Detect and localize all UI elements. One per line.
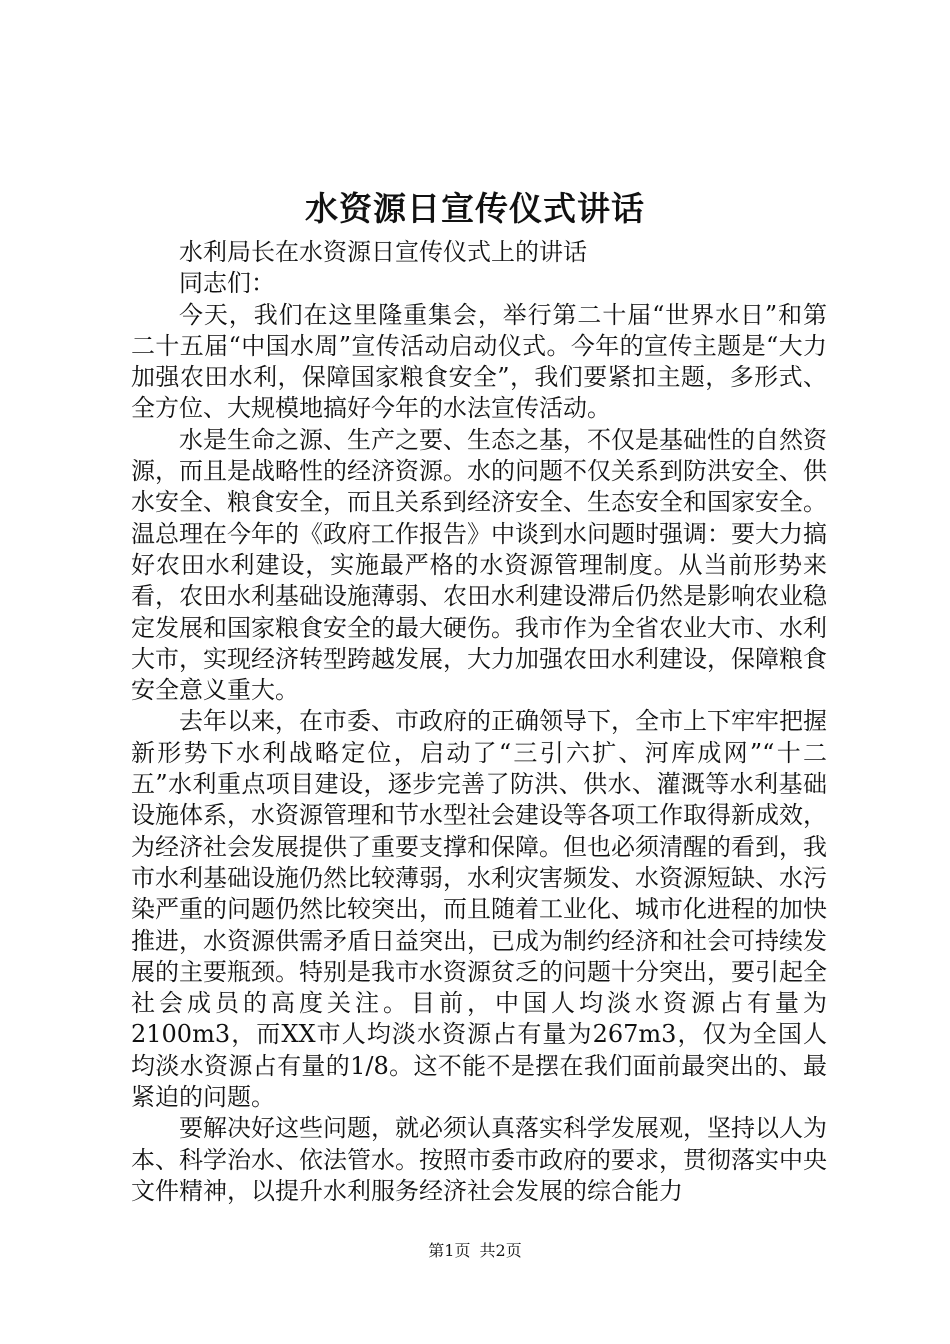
body-paragraph: 要解决好这些问题，就必须认真落实科学发展观，坚持以人为本、科学治水、依法管水。按照市委市政府的要求，贯彻落实中央文件精神，以提升水利服务经济社会发展的综合能力 xyxy=(131,1114,827,1205)
body-paragraph: 水是生命之源、生产之要、生态之基，不仅是基础性的自然资源，而且是战略性的经济资源。水的问题不仅关系到防洪安全、供水安全、粮食安全，而且关系到经济安全、生态安全和国家安全。温总理在今年的《政府工作报告》中谈到水问题时强调：要大力搞好农田水利建设，实施最严格的水资源管理制度。从当前形势来看，农田水利基础设施薄弱、农田水利建设滞后仍然是影响农业稳定发展和国家粮食安全的最大硬伤。我市作为全省农业大市、水利大市，实现经济转型跨越发展，大力加强农田水利建设，保障粮食安全意义重大。 xyxy=(131,425,827,705)
salutation-paragraph: 同志们： xyxy=(179,269,275,298)
page-number-current: 第1页 xyxy=(428,1241,471,1260)
page-number-total: 共2页 xyxy=(479,1241,522,1260)
document-title: 水资源日宣传仪式讲话 xyxy=(305,189,645,228)
subtitle-paragraph: 水利局长在水资源日宣传仪式上的讲话 xyxy=(179,238,587,266)
page-footer xyxy=(0,1240,950,1262)
body-paragraph: 今天，我们在这里隆重集会，举行第二十届“世界水日”和第二十五届“中国水周”宣传活动启动仪式。今年的宣传主题是“大力加强农田水利，保障国家粮食安全”，我们要紧扣主题，多形式、全方位、大规模地搞好今年的水法宣传活动。 xyxy=(131,300,827,423)
document-body xyxy=(131,237,827,1207)
body-paragraph: 去年以来，在市委、市政府的正确领导下，全市上下牢牢把握新形势下水利战略定位，启动了“三引六扩、河库成网”“十二五”水利重点项目建设，逐步完善了防洪、供水、灌溉等水利基础设施体系，水资源管理和节水型社会建设等各项工作取得新成效，为经济社会发展提供了重要支撑和保障。但也必须清醒的看到，我市水利基础设施仍然比较薄弱，水利灾害频发、水资源短缺、水污染严重的问题仍然比较突出，而且随着工业化、城市化进程的加快推进，水资源供需矛盾日益突出，已成为制约经济和社会可持续发展的主要瓶颈。特别是我市水资源贫乏的问题十分突出，要引起全社会成员的高度关注。目前，中国人均淡水资源占有量为2100m3，而XX市人均淡水资源占有量为267m3，仅为全国人均淡水资源占有量的1/8。这不能不是摆在我们面前最突出的、最紧迫的问题。 xyxy=(131,707,827,1112)
